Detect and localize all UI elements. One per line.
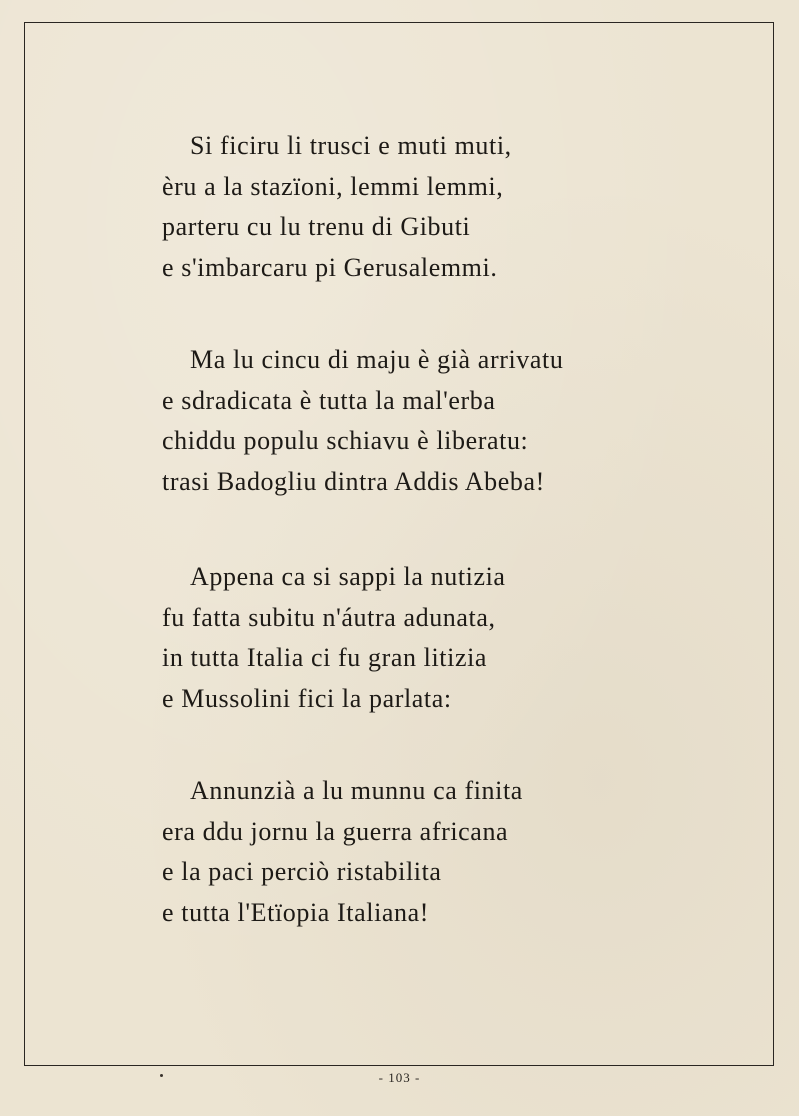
stanza-1 — [162, 126, 512, 288]
poem-line: e Mussolini fici la parlata: — [162, 683, 452, 713]
poem-line: chiddu populu schiavu è liberatu: — [162, 426, 529, 455]
stanza-4 — [162, 771, 523, 933]
poem-line: e sdradicata è tutta la mal'erba — [162, 385, 496, 415]
poem-line: Ma lu cincu di maju è già arrivatu — [190, 345, 564, 374]
stanza-2 — [162, 340, 563, 502]
poem-line: fu fatta subitu n'áutra adunata, — [162, 602, 496, 632]
poem-line: parteru cu lu trenu di Gibuti — [162, 212, 471, 241]
poem-line: Appena ca si sappi la nutizia — [190, 562, 506, 591]
poem-line: e s'imbarcaru pi Gerusalemmi. — [162, 252, 498, 282]
stanza-3 — [162, 557, 506, 719]
poem-line: in tutta Italia ci fu gran litizia — [162, 643, 488, 672]
poem-line: e tutta l'Etïopia Italiana! — [162, 897, 430, 927]
poem-line: e la paci perciò ristabilita — [162, 857, 442, 886]
poem-line: era ddu jornu la guerra africana — [162, 816, 509, 846]
poem-line: trasi Badogliu dintra Addis Abeba! — [162, 466, 545, 496]
poem-line: èru a la stazïoni, lemmi lemmi, — [162, 171, 504, 201]
poem-line: Si ficiru li trusci e muti muti, — [190, 131, 512, 160]
page-number: - 103 - — [378, 1070, 421, 1085]
poem-line: Annunzià a lu munnu ca finita — [190, 776, 523, 805]
